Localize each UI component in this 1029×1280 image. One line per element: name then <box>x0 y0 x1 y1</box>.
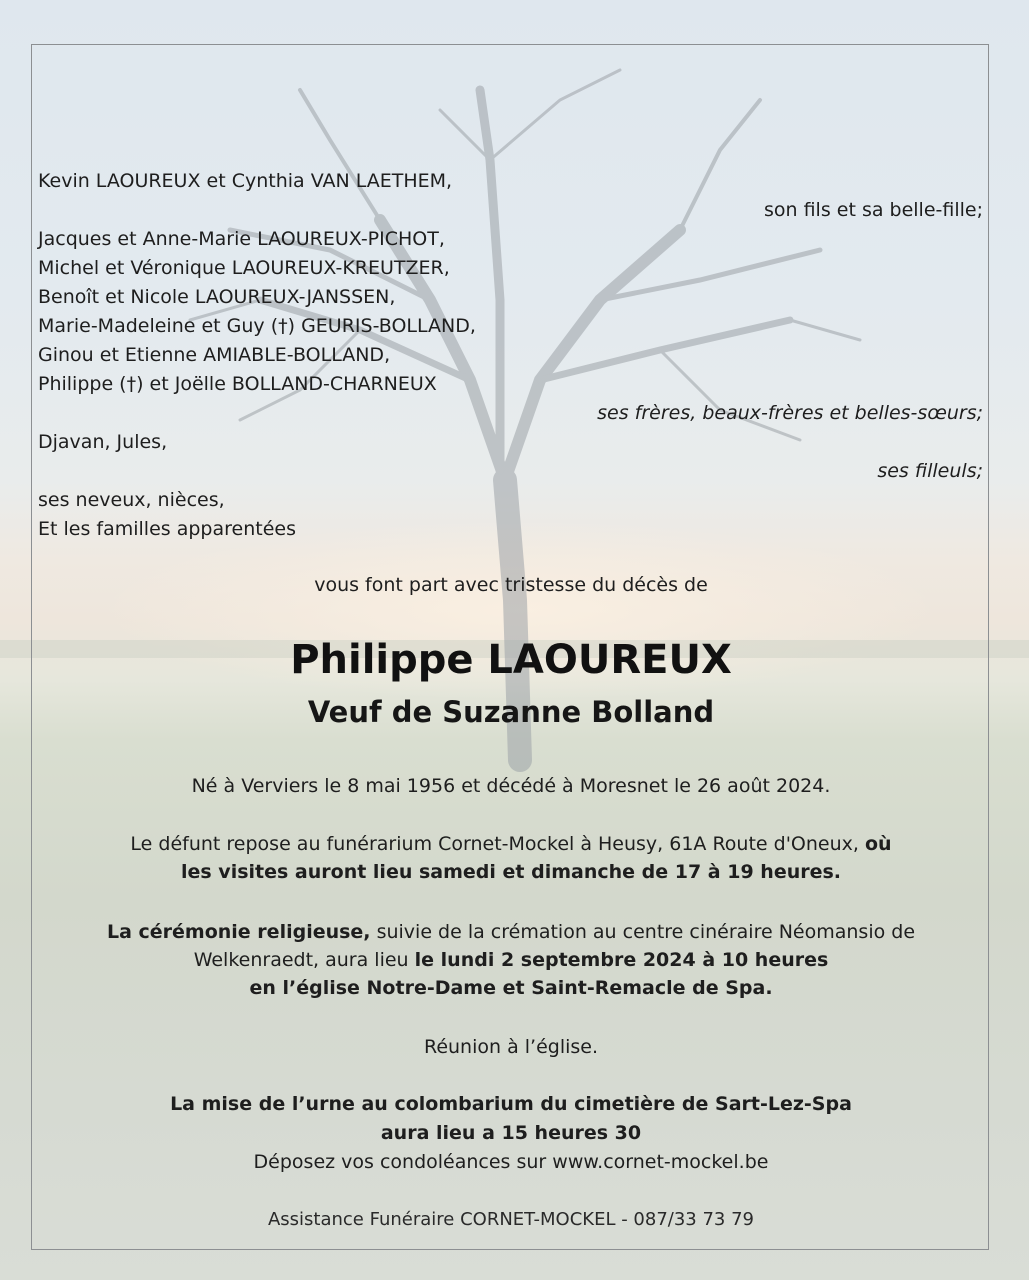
families-line: Et les familles apparentées <box>38 518 296 540</box>
relation-son: son fils et sa belle-fille; <box>763 199 983 221</box>
urn-line-2: aura lieu a 15 heures 30 <box>380 1122 642 1144</box>
sibling-line: Jacques et Anne-Marie LAOUREUX-PICHOT, <box>38 228 445 250</box>
deceased-subtitle: Veuf de Suzanne Bolland <box>307 695 715 729</box>
nephews-line: ses neveux, nièces, <box>38 489 225 511</box>
ceremony-title: La cérémonie religieuse, <box>106 921 371 943</box>
sibling-line: Marie-Madeleine et Guy (†) GEURIS-BOLLAND, <box>38 315 476 337</box>
relation-siblings: ses frères, beaux-frères et belles-sœurs; <box>597 402 983 424</box>
visit-line-1 <box>0 832 1022 856</box>
ceremony-text-2: Welkenraedt, aura lieu <box>193 949 409 971</box>
ceremony-text-1: suivie de la crémation au centre cinéraire Néomansio de <box>376 921 916 943</box>
deceased-name: Philippe LAOUREUX <box>290 637 732 683</box>
family-line-son: Kevin LAOUREUX et Cynthia VAN LAETHEM, <box>38 170 453 192</box>
ceremony-line-2 <box>0 948 1022 972</box>
visit-line-2: les visites auront lieu samedi et dimanche de 17 à 19 heures. <box>180 861 842 883</box>
sibling-line: Benoît et Nicole LAOUREUX-JANSSEN, <box>38 286 396 308</box>
funeral-home-footer: Assistance Funéraire CORNET-MOCKEL - 087/33 73 79 <box>267 1209 755 1230</box>
condolences-link[interactable]: Déposez vos condoléances sur www.cornet-mockel.be <box>253 1151 769 1173</box>
announcement-line: vous font part avec tristesse du décès de <box>314 574 708 596</box>
urn-line-1: La mise de l’urne au colombarium du cimetière de Sart-Lez-Spa <box>170 1093 852 1115</box>
sibling-line: Ginou et Etienne AMIABLE-BOLLAND, <box>38 344 391 366</box>
relation-godchildren: ses filleuls; <box>877 460 983 482</box>
sibling-line: Philippe (†) et Joëlle BOLLAND-CHARNEUX <box>38 373 437 395</box>
visit-text: Le défunt repose au funérarium Cornet-Mockel à Heusy, 61A Route d'Oneux, <box>130 833 859 855</box>
ceremony-line-1 <box>0 920 1022 944</box>
reunion-line: Réunion à l’église. <box>423 1036 599 1058</box>
ceremony-date: le lundi 2 septembre 2024 à 10 heures <box>414 949 829 971</box>
sibling-line: Michel et Véronique LAOUREUX-KREUTZER, <box>38 257 450 279</box>
ceremony-location: en l’église Notre-Dame et Saint-Remacle de Spa. <box>249 977 773 999</box>
birth-death-line: Né à Verviers le 8 mai 1956 et décédé à Moresnet le 26 août 2024. <box>191 775 831 797</box>
godchildren-line: Djavan, Jules, <box>38 431 168 453</box>
visit-bold-word: où <box>865 833 892 855</box>
